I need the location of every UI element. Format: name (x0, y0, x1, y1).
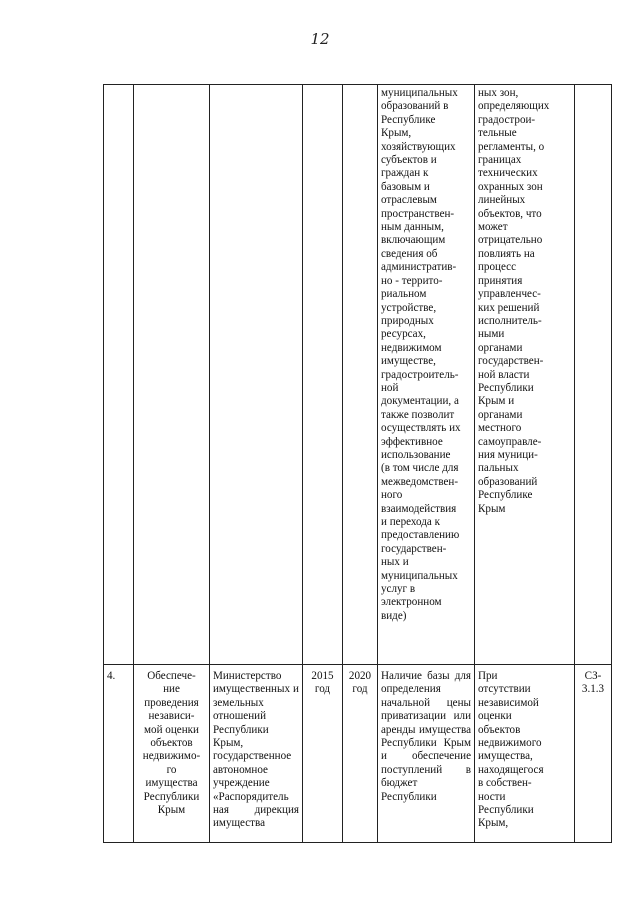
cell-name: Обеспече- ние проведения независи- мой оценки объектов недвижимо- го имущества Республики Крым (134, 665, 210, 843)
page-number: 12 (310, 30, 330, 48)
cell-executor (210, 85, 303, 665)
cell-name (134, 85, 210, 665)
cell-expected-result: муниципальных образований в Республике Крым, хозяйствующих субъектов и граждан к базовым и отраслевым пространствен- ным данным, включающим сведения об административ- но - террито- риальном устройстве, природных ресурсах, недвижимом имуществе, градостроитель- ной документации, а также позволит осуществлять их эффективное использование (в том числе для межведомствен- ного взаимодействия и перехода к предоставлению государствен- ных и муниципальных услуг в электронном виде) (378, 85, 475, 665)
table-row-4 (104, 665, 612, 843)
cell-start-year: 2015 год (303, 665, 343, 843)
cell-end-year: 2020 год (343, 665, 378, 843)
cell-executor: Министерство имущественных и земельных отношений Республики Крым, государственное автономное учреждение «Распорядитель ная дирекция имущества (210, 665, 303, 843)
cell-consequence: При отсутствии независимой оценки объектов недвижимого имущества, находящегося в собствен- ности Республики Крым, (475, 665, 575, 843)
cell-consequence: ных зон, определяющих градострои- тельные регламенты, о границах технических охранных зон линейных объектов, что может отрицательно повлиять на процесс принятия управленчес- ких решений исполнитель- ными органами государствен- ной власти Республики Крым и органами местного самоуправле- ния муници- пальных образований Республике Крым (475, 85, 575, 665)
cell-number: 4. (104, 665, 134, 843)
table-row-continuation (104, 85, 612, 665)
cell-expected-result: Наличие базы для определения начальной цены приватизации или аренды имущества Республики Крым и обеспечение поступлений в бюджет Республики (378, 665, 475, 843)
cell-number (104, 85, 134, 665)
cell-start-year (303, 85, 343, 665)
cell-link: СЗ- 3.1.3 (575, 665, 612, 843)
cell-link (575, 85, 612, 665)
document-table (103, 84, 612, 843)
cell-end-year (343, 85, 378, 665)
